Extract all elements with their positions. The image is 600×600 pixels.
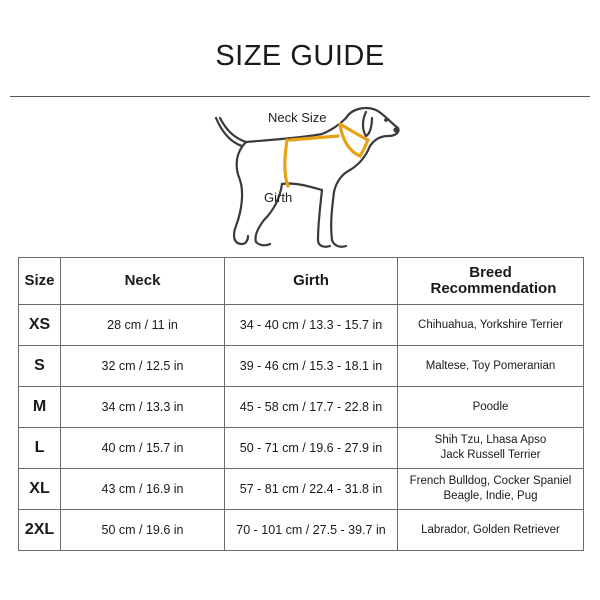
neck-cell: 34 cm / 13.3 in (61, 387, 225, 428)
table-row (19, 346, 584, 387)
table-header-row (19, 258, 584, 305)
size-table (18, 257, 584, 551)
size-cell: M (19, 387, 61, 428)
breed-cell (398, 305, 584, 346)
neck-size-label: Neck Size (268, 110, 327, 125)
size-cell: L (19, 428, 61, 469)
size-cell: XS (19, 305, 61, 346)
neck-cell: 28 cm / 11 in (61, 305, 225, 346)
girth-cell: 50 - 71 cm / 19.6 - 27.9 in (225, 428, 398, 469)
table-row (19, 510, 584, 551)
breed-line: Beagle, Indie, Pug (443, 490, 538, 502)
size-cell: XL (19, 469, 61, 510)
table-row (19, 387, 584, 428)
divider (10, 96, 590, 97)
breed-cell (398, 428, 584, 469)
table-row (19, 305, 584, 346)
breed-cell (398, 510, 584, 551)
table-row (19, 428, 584, 469)
size-cell: 2XL (19, 510, 61, 551)
girth-cell: 57 - 81 cm / 22.4 - 31.8 in (225, 469, 398, 510)
girth-label: Girth (264, 190, 293, 205)
breed-line: Jack Russell Terrier (440, 449, 541, 461)
header-breed-text: Breed Recommendation (430, 264, 557, 297)
dog-measurement-diagram (190, 100, 420, 260)
breed-line: Shih Tzu, Lhasa Apso (434, 434, 547, 446)
girth-cell: 45 - 58 cm / 17.7 - 22.8 in (225, 387, 398, 428)
breed-cell (398, 469, 584, 510)
breed-cell (398, 387, 584, 428)
breed-line: Maltese, Toy Pomeranian (425, 359, 556, 372)
neck-cell: 50 cm / 19.6 in (61, 510, 225, 551)
neck-cell: 43 cm / 16.9 in (61, 469, 225, 510)
header-girth: Girth (225, 258, 398, 305)
breed-line: Chihuahua, Yorkshire Terrier (418, 318, 563, 331)
girth-cell: 70 - 101 cm / 27.5 - 39.7 in (225, 510, 398, 551)
header-breed (398, 258, 584, 305)
neck-cell: 32 cm / 12.5 in (61, 346, 225, 387)
size-cell: S (19, 346, 61, 387)
breed-line: Labrador, Golden Retriever (421, 523, 560, 536)
neck-cell: 40 cm / 15.7 in (61, 428, 225, 469)
table-row (19, 469, 584, 510)
girth-cell: 34 - 40 cm / 13.3 - 15.7 in (225, 305, 398, 346)
breed-cell (398, 346, 584, 387)
breed-line: French Bulldog, Cocker Spaniel (409, 475, 572, 487)
header-neck: Neck (61, 258, 225, 305)
breed-line: Poodle (472, 400, 509, 413)
page-title: SIZE GUIDE (215, 40, 385, 72)
girth-cell: 39 - 46 cm / 15.3 - 18.1 in (225, 346, 398, 387)
header-size: Size (19, 258, 61, 305)
